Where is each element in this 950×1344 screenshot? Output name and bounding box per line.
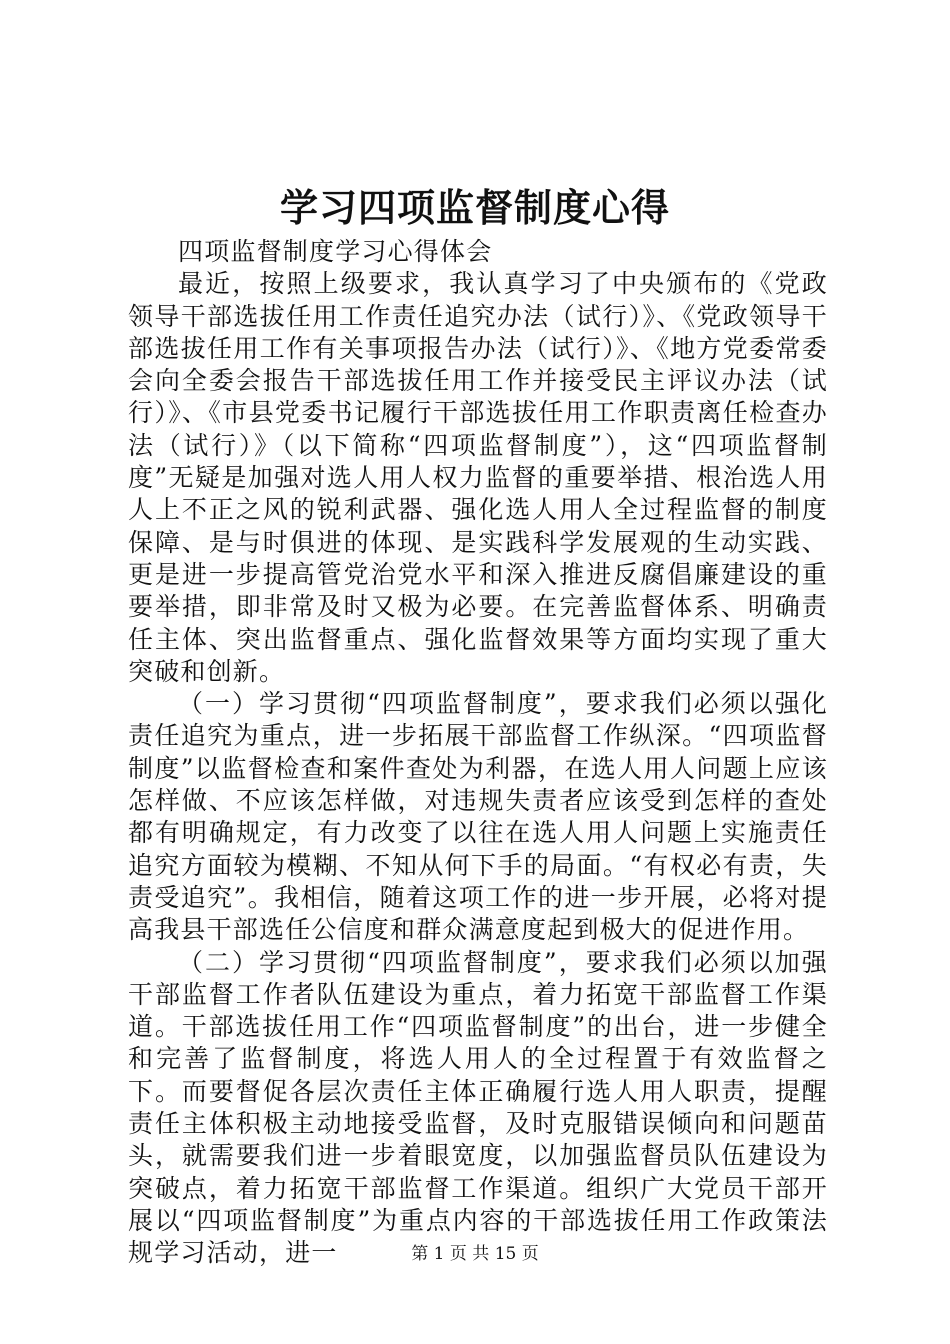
document-title: 学习四项监督制度心得	[279, 185, 670, 230]
document-subtitle: 四项监督制度学习心得体会	[178, 237, 493, 266]
paragraph-section-2: （二）学习贯彻“四项监督制度”，要求我们必须以加强干部监督工作者队伍建设为重点，着力拓宽干部监督工作渠道。干部选拔任用工作“四项监督制度”的出台，进一步健全和完善了监督制度，将选人用人的全过程置于有效监督之下。而要督促各层次责任主体正确履行选人用人职责，提醒责任主体积极主动地接受监督，及时克服错误倾向和问题苗头，就需要我们进一步着眼宽度，以加强监督员队伍建设为突破点，着力拓宽干部监督工作渠道。组织广大党员干部开展以“四项监督制度”为重点内容的干部选拔任用工作政策法规学习活动，进一	[128, 947, 828, 1268]
paragraph-intro: 最近，按照上级要求，我认真学习了中央颁布的《党政领导干部选拔任用工作责任追究办法（试行）》、《党政领导干部选拔任用工作有关事项报告办法（试行）》、《地方党委常委会向全委会报告干部选拔任用工作并接受民主评议办法（试行）》、《市县党委书记履行干部选拔任用工作职责离任检查办法（试行）》（以下简称“四项监督制度”），这“四项监督制度”无疑是加强对选人用人权力监督的重要举措、根治选人用人上不正之风的锐利武器、强化选人用人全过程监督的制度保障、是与时俱进的体现、是实践科学发展观的生动实践、更是进一步提高管党治党水平和深入推进反腐倡廉建设的重要举措，即非常及时又极为必要。在完善监督体系、明确责任主体、突出监督重点、强化监督效果等方面均实现了重大突破和创新。	[128, 269, 828, 686]
page-number-footer: 第 1 页 共 15 页	[411, 1244, 539, 1264]
document-body	[128, 236, 828, 1270]
paragraph-section-1: （一）学习贯彻“四项监督制度”，要求我们必须以强化责任追究为重点，进一步拓展干部监督工作纵深。“四项监督制度”以监督检查和案件查处为利器，在选人用人问题上应该怎样做、不应该怎样做，对违规失责者应该受到怎样的查处都有明确规定，有力改变了以往在选人用人问题上实施责任追究方面较为模糊、不知从何下手的局面。“有权必有责，失责受追究”。我相信，随着这项工作的进一步开展，必将对提高我县干部选任公信度和群众满意度起到极大的促进作用。	[128, 689, 828, 945]
